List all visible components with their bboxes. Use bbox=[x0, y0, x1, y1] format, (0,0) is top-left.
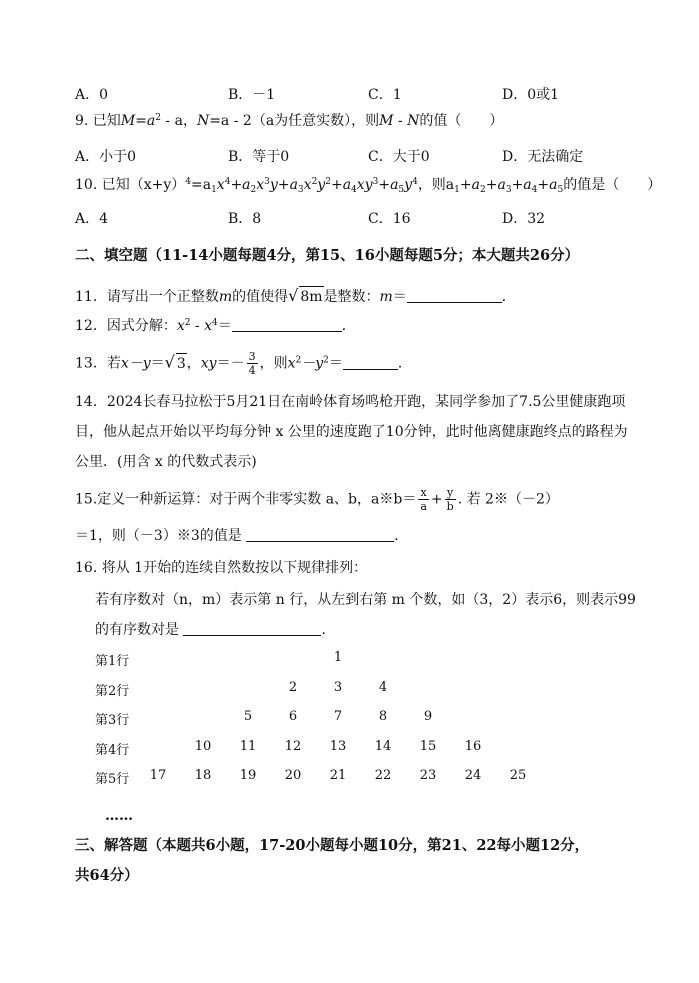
grid-number: 16 bbox=[464, 739, 482, 754]
q10-option-d: D．32 bbox=[502, 211, 546, 227]
grid-number: 23 bbox=[419, 768, 437, 783]
grid-number: 14 bbox=[374, 739, 392, 754]
grid-number: 17 bbox=[149, 768, 167, 783]
grid-number: 15 bbox=[419, 739, 437, 754]
q8-option-a: A．0 bbox=[75, 87, 109, 103]
question-16-line-1: 16. 将从 1开始的连续自然数按以下规律排列： bbox=[75, 560, 368, 576]
q9-option-b: B．等于0 bbox=[228, 149, 290, 165]
question-9: 9. 已知$M=a^2 - a$，N=a - 2（a为任意实数），则M - N的值（ ） bbox=[75, 113, 504, 129]
q10-option-c: C．16 bbox=[368, 211, 411, 227]
question-14-line-1: 14．2024长春马拉松于5月21日在南岭体育场鸣枪开跑，某同学参加了7.5公里健康跑项 bbox=[75, 394, 626, 410]
grid-number: 1 bbox=[333, 650, 343, 665]
grid-number: 24 bbox=[464, 768, 482, 783]
ellipsis: …… bbox=[105, 808, 133, 824]
question-14-line-3: 公里．(用含 x 的代数式表示) bbox=[75, 454, 257, 470]
q8-option-c: C．1 bbox=[368, 87, 402, 103]
question-10: 10. 已知$(x+y)^4=a_1x^4+a_2x^3y+a_3x^2y^2+a_4xy^3+a_5y^4$，则$a_1+a_2+a_3+a_4+a_5$的值是（ ） bbox=[75, 177, 662, 195]
q8-option-b: B．－1 bbox=[228, 87, 276, 103]
grid-number: 19 bbox=[239, 768, 257, 783]
grid-number: 13 bbox=[329, 739, 347, 754]
question-16-line-3: 的有序数对是 ． bbox=[95, 622, 336, 638]
grid-number: 11 bbox=[239, 739, 257, 754]
grid-number: 3 bbox=[333, 680, 343, 695]
row-label-1: 第1行 bbox=[95, 654, 130, 669]
grid-number: 6 bbox=[288, 709, 298, 724]
grid-number: 10 bbox=[194, 739, 212, 754]
grid-number: 4 bbox=[378, 680, 388, 695]
grid-number: 5 bbox=[243, 709, 253, 724]
q9-option-a: A．小于0 bbox=[75, 149, 137, 165]
question-14-line-2: 目，他从起点开始以平均每分钟 x 公里的速度跑了10分钟，此时他离健康跑终点的路程为 bbox=[75, 424, 628, 440]
question-13: 13．若x－y＝√ 3，xy＝－ $\frac{3}{4}$ ，则$x^2-y^2=$ ． bbox=[75, 350, 412, 377]
q10-option-a: A．4 bbox=[75, 211, 109, 227]
q9-option-c: C．大于0 bbox=[368, 149, 430, 165]
grid-number: 8 bbox=[378, 709, 388, 724]
row-label-5: 第5行 bbox=[95, 772, 130, 787]
grid-number: 25 bbox=[509, 768, 527, 783]
question-16-line-2: 若有序数对（n，m）表示第 n 行，从左到右第 m 个数，如（3，2）表示6，则表示99 bbox=[95, 592, 636, 608]
grid-number: 21 bbox=[329, 768, 347, 783]
question-15-line-1: 15.定义一种新运算：对于两个非零实数 a、b，a※b＝ $\frac{x}{a}$ + $\frac{y}{b}$ . 若 2※（－2） bbox=[75, 486, 559, 513]
row-label-4: 第4行 bbox=[95, 743, 130, 758]
question-12: 12．因式分解：$x^2 - x^4=$ ． bbox=[75, 318, 356, 334]
q10-option-b: B．8 bbox=[228, 211, 262, 227]
grid-number: 2 bbox=[288, 680, 298, 695]
grid-number: 22 bbox=[374, 768, 392, 783]
grid-number: 9 bbox=[423, 709, 433, 724]
grid-number: 20 bbox=[284, 768, 302, 783]
section-2-title: 二、填空题（11-14小题每题4分，第15、16小题每题5分；本大题共26分） bbox=[75, 247, 580, 264]
question-11: 11．请写出一个正整数m的值使得√ 8m是整数：m＝ ． bbox=[75, 286, 516, 305]
grid-number: 12 bbox=[284, 739, 302, 754]
grid-number: 18 bbox=[194, 768, 212, 783]
section-3-title-line-1: 三、解答题（本题共6小题，17-20小题每小题10分，第21、22每小题12分， bbox=[75, 837, 590, 854]
q8-option-d: D．0或1 bbox=[502, 87, 560, 103]
section-3-title-line-2: 共64分） bbox=[75, 867, 139, 884]
row-label-2: 第2行 bbox=[95, 684, 130, 699]
question-15-line-2: ＝1，则（－3）※3的值是 ． bbox=[75, 528, 409, 544]
q9-option-d: D．无法确定 bbox=[502, 149, 584, 165]
row-label-3: 第3行 bbox=[95, 713, 130, 728]
grid-number: 7 bbox=[333, 709, 343, 724]
